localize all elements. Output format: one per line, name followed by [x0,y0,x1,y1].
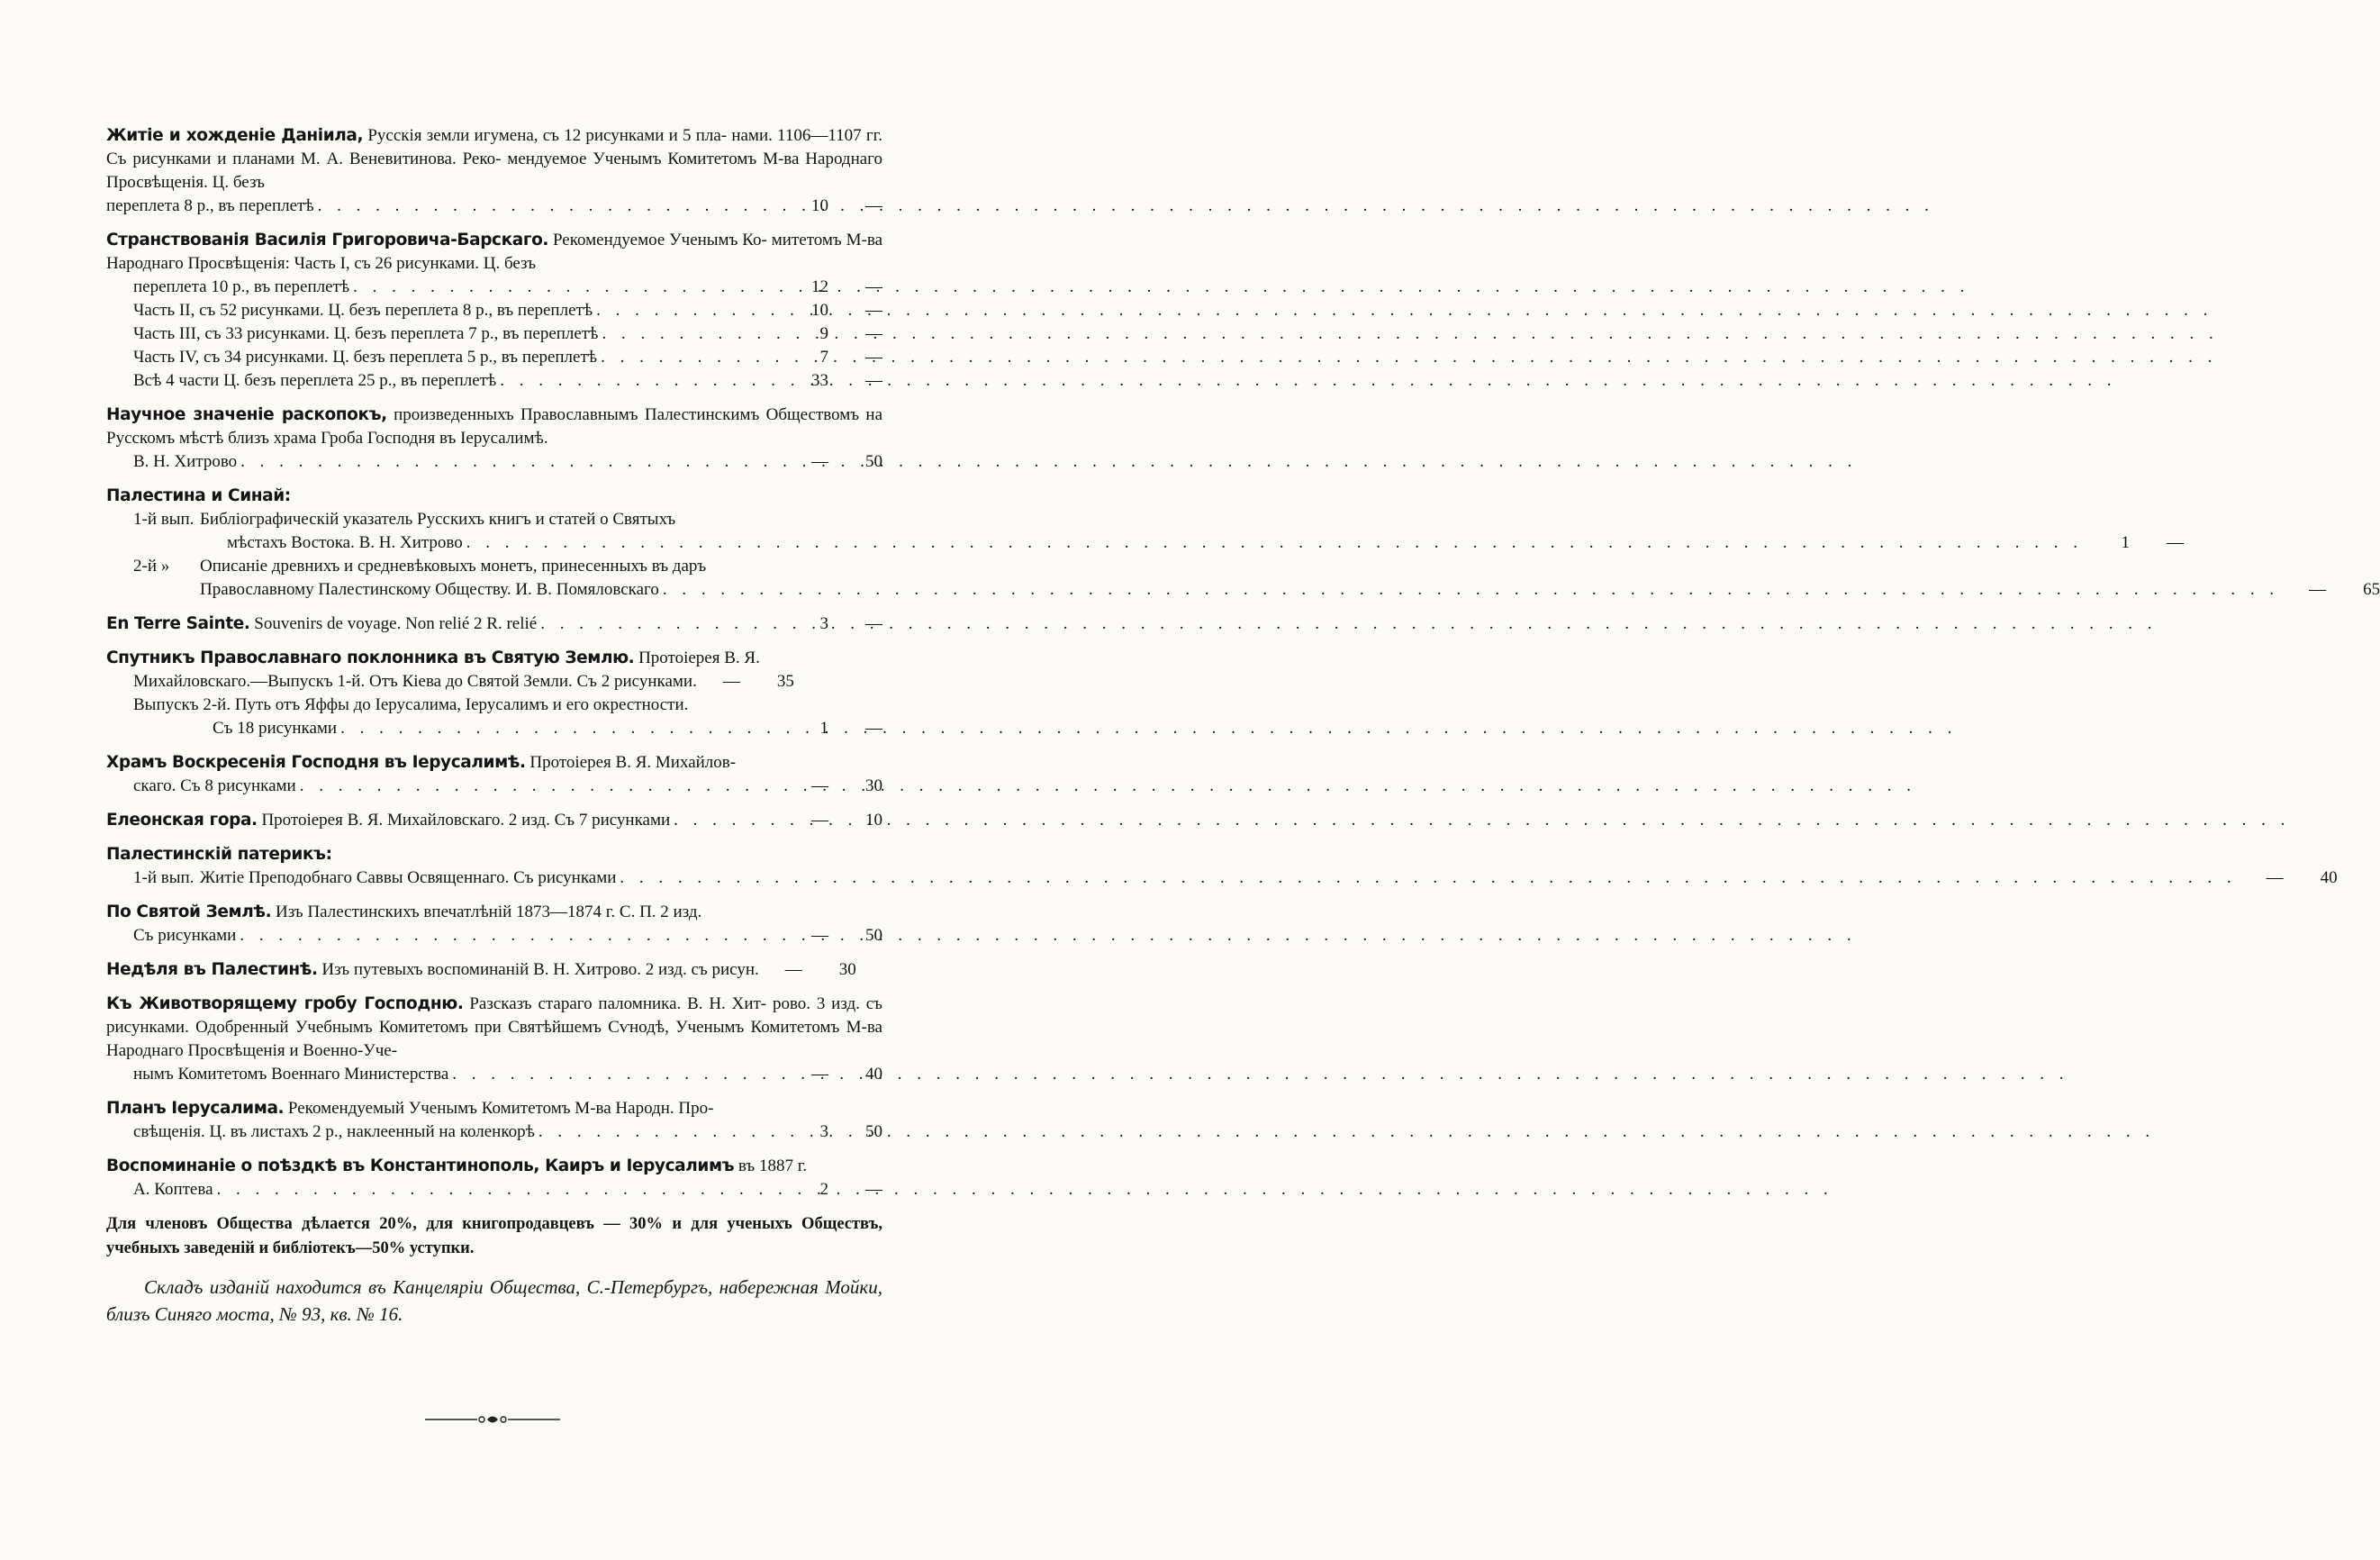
entry-title: Палестина и Синай: [106,486,291,505]
price-rubles: — [2266,868,2284,887]
price-line [106,775,882,798]
price-kopecks: — [865,371,882,390]
price-kopecks: — [865,348,882,367]
address-note: Складъ изданій находится въ Канцеляріи Общества, С.-Петербургъ, набережная Мойки, близъ Синяго моста, № 93, кв. № 16. [106,1276,882,1325]
price-line [106,1120,882,1144]
price-rubles: 33 [811,371,828,390]
price-line [106,1178,882,1202]
price-rubles: — [811,926,828,945]
ornament-divider [425,1412,560,1427]
price-kopecks: 30 [865,776,882,795]
price-line [106,369,882,393]
price-kopecks: 50 [865,452,882,471]
entry-text: нами. 1106—1107 гг. Съ рисунками и планами М. А. Веневитинова. Реко- [106,126,883,168]
entry-text: въ 1887 г. [738,1156,808,1175]
entry-text: Изъ Палестинскихъ впечатлѣній 1873—1874 г. С. П. 2 изд. [275,902,702,921]
entry-text: А. Коптева [133,1180,213,1199]
price-kopecks: — [865,719,882,738]
price-rubles: 12 [811,277,828,296]
price-line [106,276,882,299]
sub-entry [106,866,2338,890]
price-rubles: — [722,672,740,691]
entry-text: Рекомендуемое Ученымъ Ко- [552,231,767,249]
entry-text: Часть IV, съ 34 рисунками. Ц. безъ переплета 5 р., въ переплетѣ [133,348,598,367]
entry-title: Къ Животворящему гробу Господню. [106,994,464,1013]
price-rubles: 3 [819,1122,828,1141]
entry-text: Описаніе древнихъ и средневѣковыхъ монетъ, принесенныхъ въ даръ [200,557,707,576]
entry-text: нымъ Комитетомъ Военнаго Министерства [133,1065,449,1084]
price-kopecks: — [865,277,882,296]
entry-text: переплета 8 р., въ переплетѣ [106,196,314,215]
entry-text: Протоіерея В. Я. Михайлов- [529,753,737,772]
price-kopecks: — [865,614,882,633]
price-kopecks: — [865,196,882,215]
entry-title: Странствованія Василія Григоровича-Барскаго. [106,231,549,249]
price-line [106,299,882,322]
catalog-entry [106,229,882,393]
price-kopecks: 65 [2363,580,2380,599]
catalog-entry [106,843,2338,890]
price-rubles: — [811,452,828,471]
price-kopecks: — [865,301,882,320]
price-kopecks: 35 [776,672,794,691]
price-line [106,346,882,369]
entry-title: Спутникъ Православнаго поклонника въ Святую Землю. [106,648,635,667]
entry-text: Съ 18 рисунками [213,719,338,738]
price-line [106,717,882,740]
entry-text: Сѵнодѣ, Ученымъ Комитетомъ М-ва Народнаго Просвѣщенія и Военно-Уче- [106,1018,882,1060]
entry-title: Недѣля въ Палестинѣ. [106,960,318,979]
entry-text: рово. 3 изд. съ рисунками. Одобренный Учебнымъ Комитетомъ при Святѣйшемъ [106,994,882,1037]
entry-title: Воспоминаніе о поѣздкѣ въ Константинополь, Каиръ и Іерусалимъ [106,1156,735,1175]
price-kopecks: 40 [2320,868,2338,887]
sub-entry [106,555,2380,602]
price-line [200,578,2380,602]
price-line [106,195,882,218]
issue-label: 2-й » [133,557,170,576]
entry-text: Выпускъ 2-й. Путь отъ Яффы до Іерусалима, Іерусалимъ и его окрестности. [133,695,689,714]
price-rubles: 10 [811,196,828,215]
price-rubles: 3 [819,614,828,633]
catalog-entry [106,612,882,636]
entry-title: Палестинскій патерикъ: [106,845,332,864]
entry-text: Житіе Преподобнаго Саввы Освященнаго. Съ рисунками [200,868,617,887]
price-rubles: 1 [819,719,828,738]
price-kopecks: — [865,324,882,343]
price-rubles: 7 [819,348,828,367]
entry-text: произведенныхъ Православнымъ Палестинскимъ [394,405,760,424]
price-line [106,809,882,832]
catalog-entry [106,809,882,832]
entry-text: переплета 10 р., въ переплетѣ [133,277,350,296]
entry-title: Планъ Іерусалима. [106,1099,285,1118]
price-rubles: — [811,776,828,795]
entry-title: Научное значеніе раскопокъ, [106,405,387,424]
entry-text: свѣщенія. Ц. въ листахъ 2 р., наклеенный на коленкорѣ [133,1122,535,1141]
entry-text: Протоіерея В. Я. Михайловскаго. 2 изд. Съ 7 рисунками [261,811,671,830]
price-line [106,450,882,474]
entry-text: Русскія земли игумена, съ 12 рисунками и 5 пла- [367,126,728,145]
price-line [106,958,882,982]
entry-text: Обществомъ на Русскомъ мѣстѣ близъ храма Гроба Господня въ Іерусалимѣ. [106,405,882,448]
entry-text: Всѣ 4 части Ц. безъ переплета 25 р., въ переплетѣ [133,371,497,390]
price-kopecks: 50 [865,1122,882,1141]
price-rubles: 9 [819,324,828,343]
price-rubles: 10 [811,301,828,320]
entry-text: В. Н. Хитрово [133,452,238,471]
price-line [106,1063,882,1086]
issue-label: 1-й вып. [133,868,195,887]
price-kopecks: 50 [865,926,882,945]
price-rubles: 1 [2121,533,2131,552]
price-line [106,612,882,636]
catalog-entry [106,124,882,218]
catalog-entry [106,1097,882,1144]
price-kopecks: — [2167,533,2185,552]
catalog-entry [106,958,882,982]
entry-text: Протоіерея В. Я. [638,648,760,667]
price-kopecks: 40 [865,1065,882,1084]
entry-text: мѣстахъ Востока. В. Н. Хитрово [227,533,463,552]
entry-text: скаго. Съ 8 рисунками [133,776,296,795]
entry-text: Михайловскаго.—Выпускъ 1-й. Отъ Кіева до Святой Земли. Съ 2 рисунками. [133,672,697,691]
entry-text: Изъ путевыхъ воспоминаній В. Н. Хитрово. 2 изд. съ рисун. [321,960,759,979]
price-line [106,924,882,948]
catalog-entry [106,993,882,1086]
price-kopecks: — [865,1180,882,1199]
price-line [200,866,2338,890]
price-line [106,322,882,346]
catalog-entry [106,751,882,798]
catalog-entry [106,485,2380,602]
entry-text: Часть II, съ 52 рисунками. Ц. безъ переплета 8 р., въ переплетѣ [133,301,593,320]
entry-title: En Terre Sainte. [106,614,250,633]
catalog-entry [106,1155,882,1202]
catalog-entry [106,404,882,474]
price-rubles: — [811,1065,828,1084]
price-kopecks: 30 [838,960,856,979]
price-line [106,670,882,694]
price-rubles: — [811,811,828,830]
entry-text: митетомъ М-ва Народнаго Просвѣщенія: Часть I, съ 26 рисунками. Ц. безъ [106,231,883,273]
price-line [200,531,2184,555]
entry-title: Елеонская гора. [106,811,258,830]
entry-text: Souvenirs de voyage. Non relié 2 R. relié [254,614,538,633]
price-rubles: — [2309,580,2327,599]
discount-note: Для членовъ Общества дѣлается 20%, для книгопродавцевъ — 30% и для ученыхъ Обществъ, учебныхъ заведеній и библіотекъ—50% уступки. [106,1215,882,1257]
entry-text: Библіографическій указатель Русскихъ книгъ и статей о Святыхъ [200,510,676,529]
entry-text: Разсказъ стараго паломника. В. Н. Хит- [469,994,767,1013]
entry-title: Храмъ Воскресенія Господня въ Іерусалимѣ. [106,753,526,772]
entry-text: Часть III, съ 33 рисунками. Ц. безъ переплета 7 р., въ переплетѣ [133,324,599,343]
catalog-column [106,124,2380,1328]
price-rubles: 2 [819,1180,828,1199]
catalog-entry [106,647,882,740]
entry-text: Православному Палестинскому Обществу. И. В. Помяловскаго [200,580,659,599]
sub-entry [106,508,2185,555]
issue-label: 1-й вып. [133,510,195,529]
entry-text: Съ рисунками [133,926,237,945]
entry-text: мендуемое Ученымъ Комитетомъ М-ва Народнаго Просвѣщенія. Ц. безъ [106,150,882,192]
price-kopecks: 10 [865,811,882,830]
catalog-entry [106,901,882,948]
entry-title: Житіе и хожденіе Даніила, [106,126,364,145]
price-rubles: — [784,960,802,979]
entry-title: По Святой Землѣ. [106,902,272,921]
entry-text: Рекомендуемый Ученымъ Комитетомъ М-ва Народн. Про- [287,1099,714,1118]
